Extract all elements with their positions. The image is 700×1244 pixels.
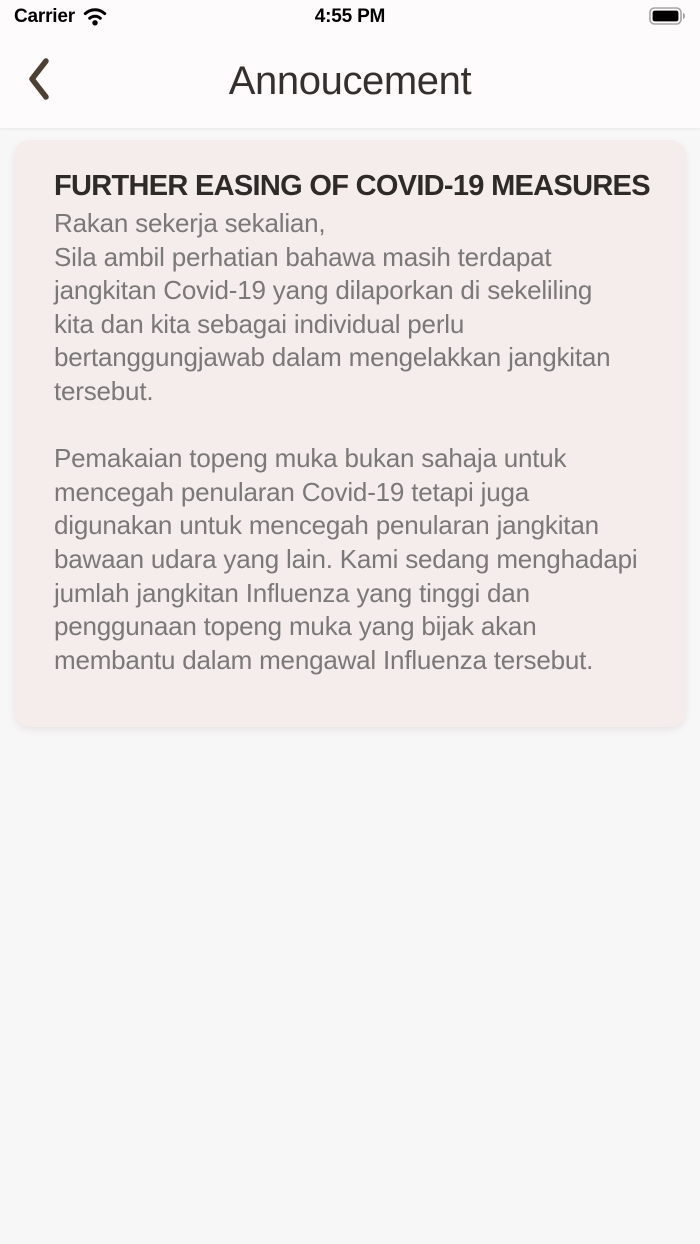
announcement-body-line: jumlah jangkitan Influenza yang tinggi dan xyxy=(54,577,530,608)
top-bar xyxy=(0,0,700,128)
clock-time: 4:55 PM xyxy=(314,6,386,27)
announcement-title: FURTHER EASING OF COVID-19 MEASURES xyxy=(54,170,650,202)
announcement-body xyxy=(54,207,650,677)
announcement-body-line: penggunaan topeng muka yang bijak akan xyxy=(54,611,537,642)
status-bar xyxy=(0,0,700,34)
announcement-body-line: tersebut. xyxy=(54,375,154,406)
announcement-body-line xyxy=(54,409,650,443)
battery-full-icon xyxy=(649,7,686,30)
chevron-left-icon xyxy=(26,57,50,106)
announcement-body-line: mencegah penularan Covid-19 tetapi juga xyxy=(54,476,529,507)
wifi-icon xyxy=(83,7,107,31)
announcement-body-line: kita dan kita sebagai individual perlu xyxy=(54,308,465,339)
page-title: Annoucement xyxy=(228,58,472,103)
announcement-body-line: bawaan udara yang lain. Kami sedang menghadapi xyxy=(54,543,638,574)
announcement-body-line: Pemakaian topeng muka bukan sahaja untuk xyxy=(54,443,567,474)
announcement-body-line: Sila ambil perhatian bahawa masih terdapat xyxy=(54,241,552,272)
announcement-body-line: digunakan untuk mencegah penularan jangkitan xyxy=(54,510,599,541)
announcement-body-line: bertanggungjawab dalam mengelakkan jangkitan xyxy=(54,342,611,373)
announcement-body-line: Rakan sekerja sekalian, xyxy=(54,208,326,238)
announcement-body-line: membantu dalam mengawal Influenza tersebut. xyxy=(54,644,594,675)
back-button[interactable] xyxy=(18,55,58,107)
carrier-label: Carrier xyxy=(14,6,75,27)
navigation-bar xyxy=(0,34,700,128)
announcement-card xyxy=(14,140,686,727)
announcement-body-line: jangkitan Covid-19 yang dilaporkan di sekeliling xyxy=(54,275,593,306)
